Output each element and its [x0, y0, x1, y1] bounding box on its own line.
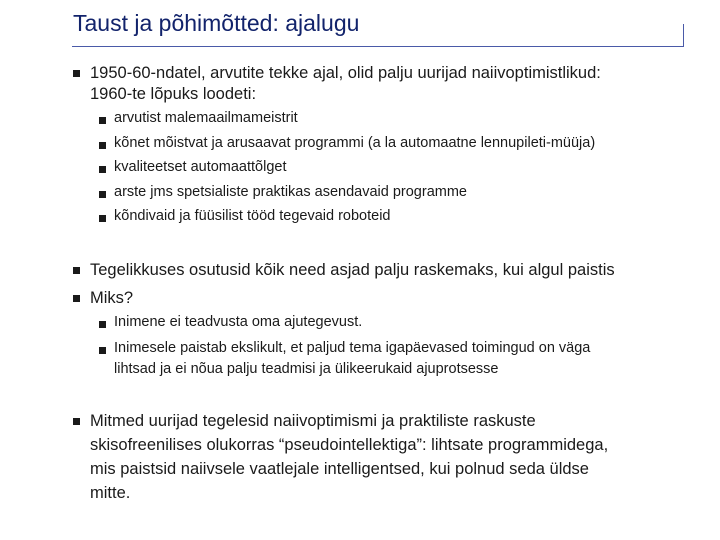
bullet-square-icon	[73, 418, 80, 425]
bullet-4-line-3: mis paistsid naiivsele vaatlejale intelligentsed, kui polnud seda üldse	[90, 460, 589, 478]
sub-bullet-1-5: kõndivaid ja füüsilist tööd tegevaid roboteid	[114, 208, 391, 224]
bullet-3: Miks?	[90, 289, 134, 307]
sub-bullet-3-2-line-1: Inimesele paistab ekslikult, et paljud tema igapäevased toimingud on väga	[114, 340, 591, 356]
bullet-4-line-2: skisofreenilises olukorras “pseudointellektiga”: lihtsate programmidega,	[90, 436, 609, 454]
sub-bullet-3-1: Inimene ei teadvusta oma ajutegevust.	[114, 314, 363, 330]
sub-bullet-square-icon	[99, 117, 106, 124]
bullet-square-icon	[73, 70, 80, 77]
sub-bullet-3-2-line-2: lihtsad ja ei nõua palju teadmisi ja ülikeerukaid ajuprotsesse	[114, 361, 499, 377]
bullet-2: Tegelikkuses osutusid kõik need asjad palju raskemaks, kui algul paistis	[90, 261, 615, 279]
sub-bullet-square-icon	[99, 142, 106, 149]
title-corner-mark	[683, 24, 684, 47]
bullet-1-line-1: 1950-60-ndatel, arvutite tekke ajal, olid palju uurijad naiivoptimistlikud:	[90, 64, 601, 82]
sub-bullet-1-3: kvaliteetset automaattõlget	[114, 159, 287, 175]
sub-bullet-1-2: kõnet mõistvat ja arusaavat programmi (a la automaatne lennupileti-müüja)	[114, 135, 596, 151]
sub-bullet-square-icon	[99, 191, 106, 198]
sub-bullet-square-icon	[99, 347, 106, 354]
bullet-4-line-4: mitte.	[90, 484, 131, 502]
slide-title: Taust ja põhimõtted: ajalugu	[73, 10, 360, 36]
sub-bullet-1-4: arste jms spetsialiste praktikas asendavaid programme	[114, 184, 467, 200]
title-underline	[72, 46, 684, 47]
bullet-4-line-1: Mitmed uurijad tegelesid naiivoptimismi ja praktiliste raskuste	[90, 412, 536, 430]
bullet-1-line-2: 1960-te lõpuks loodeti:	[90, 85, 257, 103]
bullet-square-icon	[73, 267, 80, 274]
sub-bullet-1-1: arvutist malemaailmameistrit	[114, 110, 298, 126]
sub-bullet-square-icon	[99, 321, 106, 328]
sub-bullet-square-icon	[99, 166, 106, 173]
bullet-square-icon	[73, 295, 80, 302]
sub-bullet-square-icon	[99, 215, 106, 222]
